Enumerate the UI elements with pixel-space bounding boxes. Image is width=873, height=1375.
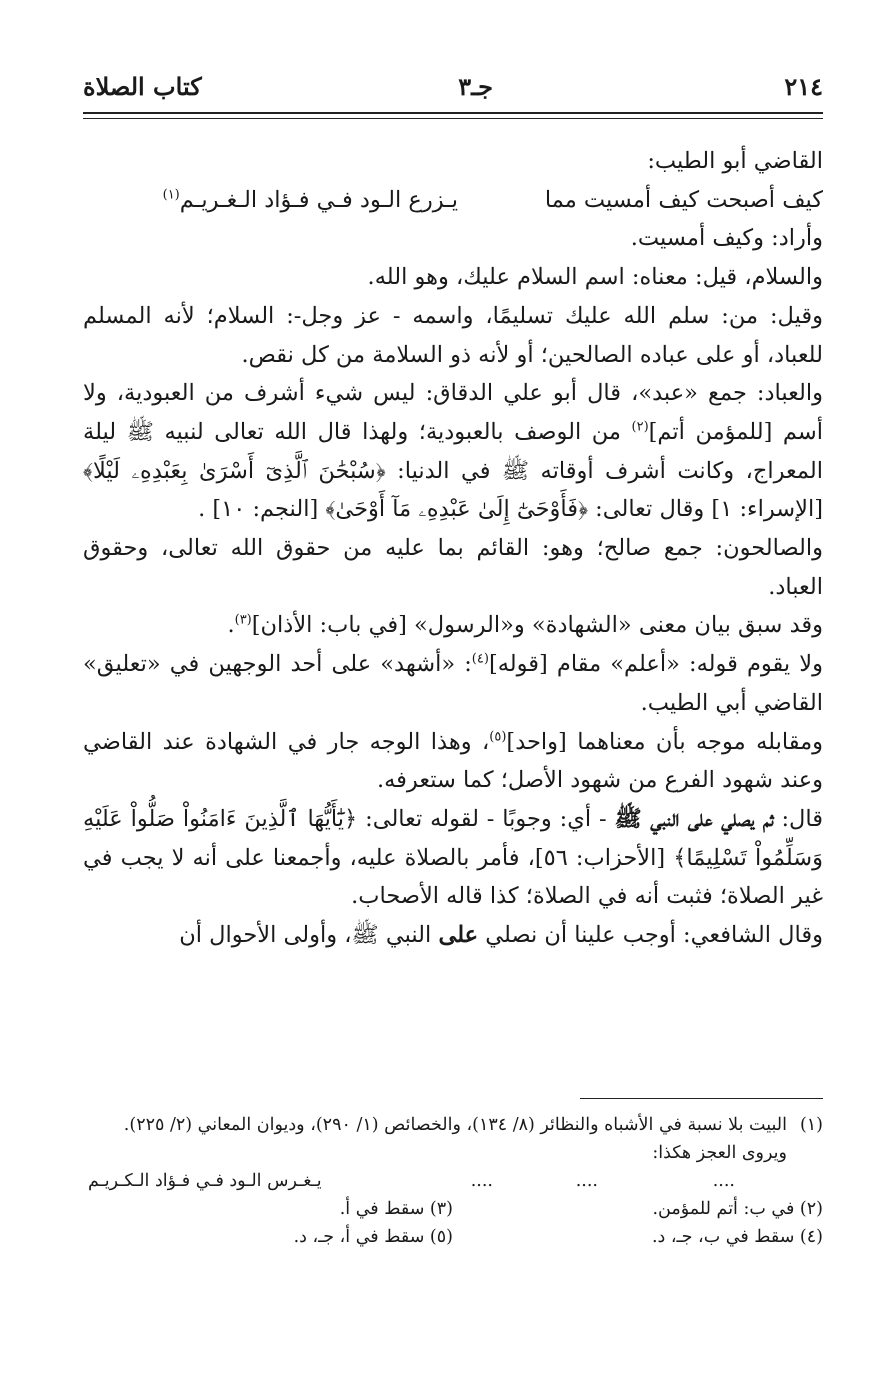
paragraph: ومقابله موجه بأن معناهما [واحد]$^{(٥)}$، وهذا الوجه جار في الشهادة عند القاضي وعند شهود الفرع من شهود الأصل؛ كما ستعرفه. bbox=[83, 728, 823, 794]
paragraph: وأراد: وكيف أمسيت. bbox=[630, 225, 823, 252]
volume-label: جـ٣ bbox=[458, 72, 493, 101]
footnote-separator bbox=[580, 1098, 823, 1099]
paragraph: والعباد: جمع «عبد»، قال أبو علي الدقاق: ليس شيء أشرف من العبودية، ولا أسم [للمؤمن أتم]$^{(٢)}$ من الوصف بالعبودية؛ ولهذا قال الله تعالى لنبيه ﷺ ليلة المعراج، وكانت أشرف أوقاته ﷺ في الدنيا: ﴿سُبْحَٰنَ ٱلَّذِىٓ أَسْرَىٰ بِعَبْدِهِۦ لَيْلًا﴾ [الإسراء: ١] وقال تعالى: ﴿فَأَوْحَىٰٓ إِلَىٰ عَبْدِهِۦ مَآ أَوْحَىٰ﴾ [النجم: ١٠] . bbox=[83, 380, 823, 523]
footnote-marker: (٤) bbox=[471, 651, 489, 667]
footnote-5: (٥) سقط في أ، جـ، د. bbox=[293, 1227, 453, 1247]
book-title: كتاب الصلاة bbox=[83, 72, 202, 101]
verse-first-hemistich: كيف أصبحت كيف أمسيت مما bbox=[544, 186, 823, 213]
verse-second-hemistich: يـزرع الـود فـي فـؤاد الـغـريـم$^{(١)}$ bbox=[162, 186, 458, 213]
paragraph: ولا يقوم قوله: «أعلم» مقام [قوله]$^{(٤)}$: «أشهد» على أحد الوجهين في «تعليق» القاضي أبي الطيب. bbox=[83, 651, 823, 716]
header-rule-thick bbox=[83, 112, 823, 114]
matn-text: على bbox=[438, 922, 479, 949]
footnote-2: (٢) في ب: أتم للمؤمن. bbox=[652, 1199, 823, 1219]
paragraph: وقال الشافعي: أوجب علينا أن نصلي على النبي ﷺ، وأولى الأحوال أن bbox=[179, 922, 823, 949]
footnote-3: (٣) سقط في أ. bbox=[339, 1199, 453, 1219]
variant-hemistich: يـغـرس الـود فـي فـؤاد الـكـريـم bbox=[88, 1171, 322, 1191]
footnote-1-note: ويروى العجز هكذا: bbox=[652, 1143, 787, 1163]
footnote-marker: (٢) bbox=[631, 419, 649, 435]
running-header bbox=[83, 70, 823, 110]
footnote-1: (١)البيت بلا نسبة في الأشباه والنظائر (٨/ ١٣٤)، والخصائص (١/ ٢٩٠)، وديوان المعاني (٢/ ٢٢٥). bbox=[123, 1115, 823, 1135]
footnote-marker: (٥) bbox=[489, 729, 507, 745]
paragraph: والسلام، قيل: معناه: اسم السلام عليك، وهو الله. bbox=[367, 264, 823, 291]
footnote-marker: (٣) bbox=[234, 612, 252, 628]
page-number: ٢١٤ bbox=[784, 72, 823, 101]
poem-verse bbox=[83, 181, 823, 220]
paragraph: قال: ثم يصلي على النبي ﷺ - أي: وجوبًا - لقوله تعالى: ﴿يَٰٓأَيُّهَا ٱلَّذِينَ ءَامَنُواْ صَلُّواْ عَلَيْهِ وَسَلِّمُواْ تَسْلِيمًا﴾ [الأحزاب: ٥٦]، فأمر بالصلاة عليه، وأجمعنا على أنه لا يجب في غير الصلاة؛ فثبت أنه في الصلاة؛ كذا قاله الأصحاب. bbox=[83, 805, 823, 910]
footnote-4: (٤) سقط في ب، جـ، د. bbox=[651, 1227, 823, 1247]
header-rule-thin bbox=[83, 118, 823, 119]
paragraph: والصالحون: جمع صالح؛ وهو: القائم بما عليه من حقوق الله تعالى، وحقوق العباد. bbox=[83, 535, 823, 600]
paragraph: القاضي أبو الطيب: bbox=[647, 148, 823, 174]
footnote-1-verse: .... .... .... يـغـرس الـود فـي فـؤاد الـكـريـم bbox=[83, 1167, 823, 1195]
paragraph: وقد سبق بيان معنى «الشهادة» و«الرسول» [في باب: الأذان]$^{(٣)}$. bbox=[227, 612, 823, 639]
footnotes bbox=[83, 1111, 823, 1251]
paragraph: وقيل: من: سلم الله عليك تسليمًا، واسمه - عز وجل-: السلام؛ لأنه المسلم للعباد، أو على عباده الصالحين؛ أو لأنه ذو السلامة من كل نقص. bbox=[83, 302, 823, 368]
footnote-marker: (١) bbox=[162, 187, 180, 203]
main-text bbox=[83, 142, 823, 955]
footnote-row bbox=[83, 1195, 823, 1223]
footnote-row bbox=[83, 1223, 823, 1251]
matn-text: ثم يصلي على النبي ﷺ bbox=[614, 805, 774, 832]
